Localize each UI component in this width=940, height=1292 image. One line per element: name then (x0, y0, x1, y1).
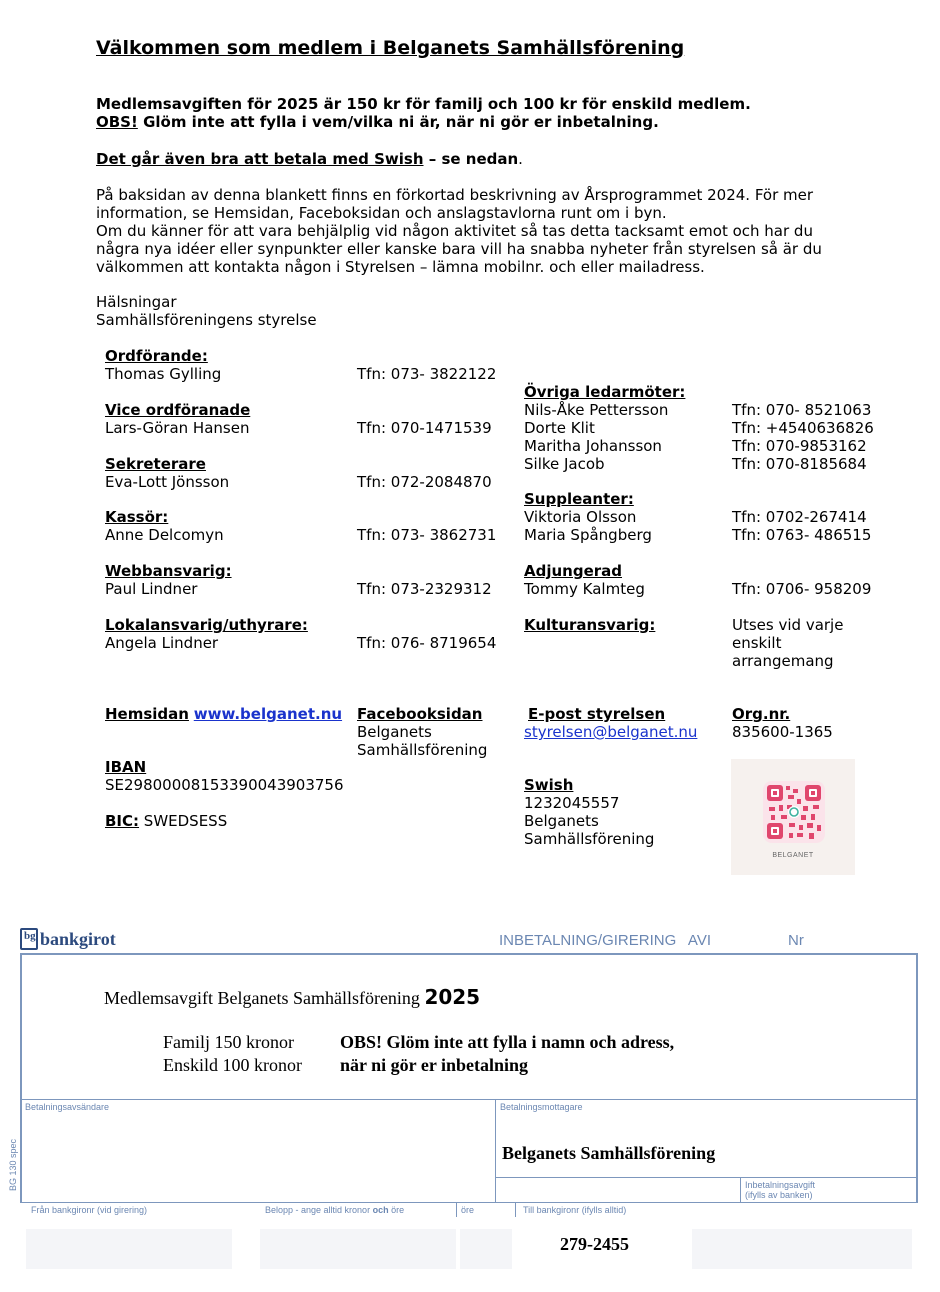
description-line: välkommen att kontakta någon i Styrelsen – lämna mobilnr. och eller mailadress. (96, 258, 705, 276)
swish-note-link: Det går även bra att betala med Swish (96, 150, 424, 168)
board-others (524, 383, 685, 473)
member-phone: Tfn: +4540636826 (732, 419, 874, 437)
role-label: Kassör: (105, 508, 169, 526)
role-label: Sekreterare (105, 455, 206, 473)
slip-title-year: 2025 (424, 985, 481, 1009)
member-name: Maritha Johansson (524, 437, 662, 455)
slip-divider (20, 1099, 918, 1100)
swish-note (96, 150, 523, 168)
slip-fee-family: Familj 150 kronor (163, 1032, 294, 1052)
slip-extra-field[interactable] (692, 1229, 912, 1269)
facebook (357, 705, 487, 759)
fee-line: Medlemsavgiften för 2025 är 150 kr för familj och 100 kr för enskild medlem. (96, 95, 751, 113)
greeting: Hälsningar (96, 293, 177, 311)
board-member-vice-chair (105, 401, 250, 437)
amount-label (265, 1205, 404, 1215)
slip-obs-line: OBS! Glöm inte att fylla i namn och adress, (340, 1032, 675, 1052)
swish-line: Belganets (524, 812, 599, 830)
board-adjunct (524, 562, 645, 598)
iban-label: IBAN (105, 758, 147, 776)
from-bankgiro-field[interactable] (26, 1229, 232, 1269)
slip-ore-divider (456, 1203, 457, 1217)
email-label (528, 705, 665, 723)
board-member-secretary (105, 455, 229, 491)
fee-notice (96, 95, 856, 131)
role-label: Vice ordföranade (105, 401, 251, 419)
amount-label-ore: öre (388, 1205, 405, 1215)
signature: Samhällsföreningens styrelse (96, 311, 317, 329)
board-others-phones (732, 401, 874, 473)
slip-obs-line: när ni gör er inbetalning (340, 1055, 529, 1075)
obs-line (96, 113, 856, 131)
bic (105, 812, 227, 830)
iban (105, 758, 344, 794)
swish (524, 776, 654, 848)
bic-value: SWEDSESS (139, 812, 228, 830)
fee-label-line: Inbetalningsavgift (745, 1180, 816, 1190)
slip-divider-vertical (495, 1099, 496, 1203)
amount-kronor-field[interactable] (260, 1229, 456, 1269)
email-link[interactable]: styrelsen@belganet.nu (524, 723, 698, 741)
member-phone: Tfn: 076- 8719654 (357, 634, 497, 652)
member-phone: Tfn: 070-8185684 (732, 455, 867, 473)
member-phone: Tfn: 073- 3822122 (357, 365, 497, 383)
board-member-web (105, 562, 232, 598)
amount-ore-field[interactable] (460, 1229, 512, 1269)
homepage-link[interactable]: www.belganet.nu (193, 705, 343, 723)
member-name: Nils-Åke Pettersson (524, 401, 669, 419)
amount-label-och: och (372, 1205, 389, 1215)
homepage-label: Hemsidan (105, 705, 189, 723)
member-name: Thomas Gylling (105, 365, 222, 383)
greeting-block (96, 293, 317, 329)
bankgirot-logo-mark: bg (24, 930, 36, 942)
description-line: några nya idéer eller synpunkter eller kanske bara vill ha snabba nyheter från styrelsen så är du (96, 240, 822, 258)
slip-obs (340, 1031, 674, 1077)
bankgirot-logo-text: bankgirot (40, 928, 116, 949)
receiver-label: Betalningsmottagare (500, 1102, 583, 1112)
member-name: Anne Delcomyn (105, 526, 224, 544)
member-name: Tommy Kalmteg (524, 580, 645, 598)
member-name: Silke Jacob (524, 455, 605, 473)
role-label: Kulturansvarig: (524, 616, 656, 634)
slip-side-label: BG 130 spec (8, 1138, 19, 1192)
member-phone: Tfn: 0763- 486515 (732, 526, 872, 544)
member-phone: Tfn: 070- 8521063 (732, 401, 872, 419)
member-phone: Tfn: 070-9853162 (732, 437, 867, 455)
member-name: Dorte Klit (524, 419, 595, 437)
member-phone: Tfn: 073-2329312 (357, 580, 492, 598)
culture-note-line: enskilt (732, 634, 782, 652)
description (96, 186, 836, 276)
description-line: information, se Hemsidan, Faceboksidan och anslagstavlorna runt om i byn. (96, 204, 667, 222)
receiver-name: Belganets Samhällsförening (502, 1143, 716, 1163)
org-label: Org.nr. (732, 705, 791, 723)
slip-fees (163, 1031, 302, 1077)
member-name: Paul Lindner (105, 580, 198, 598)
qr-code-icon (731, 759, 855, 849)
role-label: Ordförande: (105, 347, 208, 365)
role-label: Övriga ledarmöter: (524, 383, 686, 401)
culture-note-line: arrangemang (732, 652, 834, 670)
qr-label: BELGANET (772, 852, 814, 859)
slip-frame-bottom (20, 1202, 918, 1203)
swish-number: 1232045557 (524, 794, 620, 812)
board-deputies-phones (732, 508, 871, 544)
sender-field[interactable] (24, 1115, 492, 1199)
member-name: Maria Spångberg (524, 526, 652, 544)
org-value: 835600-1365 (732, 723, 833, 741)
slip-header: INBETALNING/GIRERING AVI (499, 932, 711, 949)
org-number (732, 705, 833, 741)
member-name: Viktoria Olsson (524, 508, 637, 526)
member-name: Eva-Lott Jönsson (105, 473, 230, 491)
board-deputies (524, 490, 652, 544)
role-label: Webbansvarig: (105, 562, 232, 580)
member-name: Angela Lindner (105, 634, 219, 652)
slip-fee-single: Enskild 100 kronor (163, 1055, 302, 1075)
culture-note (732, 616, 843, 670)
swish-line: Samhällsförening (524, 830, 655, 848)
culture-note-line: Utses vid varje (732, 616, 844, 634)
bankgirot-logo-icon (20, 928, 38, 950)
role-label: Adjungerad (524, 562, 623, 580)
amount-label-text: Belopp - ange alltid kronor (265, 1205, 373, 1215)
member-phone: Tfn: 072-2084870 (357, 473, 492, 491)
bankgirot-logo (20, 928, 116, 952)
member-phone: Tfn: 073- 3862731 (357, 526, 497, 544)
swish-qr-code (731, 759, 855, 875)
homepage (105, 705, 342, 723)
description-line: Om du känner för att vara behjälplig vid någon aktivitet så tas detta tacksamt emot och har du (96, 222, 813, 240)
board-member-chair (105, 347, 221, 383)
slip-frame-left (20, 953, 22, 1203)
description-line: På baksidan av denna blankett finns en förkortad beskrivning av Årsprogrammet 2024. För mer (96, 186, 814, 204)
swish-note-period: . (518, 150, 523, 168)
slip-title (104, 985, 480, 1009)
slip-frame-top (20, 953, 918, 955)
bic-label: BIC: (105, 812, 140, 830)
ore-label: öre (461, 1205, 475, 1215)
to-bankgiro-number: 279-2455 (560, 1234, 629, 1254)
role-label-culture (524, 616, 655, 634)
member-phone: Tfn: 0702-267414 (732, 508, 867, 526)
swish-label: Swish (524, 776, 574, 794)
facebook-line: Samhällsförening (357, 741, 488, 759)
slip-to-divider (515, 1203, 516, 1217)
sender-label: Betalningsavsändare (25, 1102, 110, 1112)
from-bankgiro-label: Från bankgironr (vid girering) (31, 1205, 148, 1215)
role-label: Suppleanter: (524, 490, 634, 508)
slip-fee-box-top (495, 1177, 918, 1178)
iban-value: SE2980000815339004390375​6 (105, 776, 344, 794)
fee-label-line: (ifylls av banken) (745, 1190, 813, 1200)
member-phone: Tfn: 0706- 958209 (732, 580, 872, 598)
fee-label (745, 1180, 815, 1200)
facebook-label: Facebooksidan (357, 705, 483, 723)
to-bankgiro-label: Till bankgironr (ifylls alltid) (523, 1205, 627, 1215)
role-label: Lokalansvarig/uthyrare: (105, 616, 308, 634)
slip-fee-box-left (740, 1177, 741, 1203)
member-phone: Tfn: 070-1471539 (357, 419, 492, 437)
swish-note-rest: – se nedan (423, 150, 519, 168)
slip-number-label: Nr (788, 932, 804, 949)
board-member-treasurer (105, 508, 224, 544)
slip-frame-right (916, 953, 918, 1203)
slip-title-text: Medlemsavgift Belganets Samhällsförening (104, 988, 420, 1008)
board-member-venue (105, 616, 308, 652)
email-label-text: E-post styrelsen (528, 705, 666, 723)
page-title: Välkommen som medlem i Belganets Samhällsförening (96, 37, 685, 59)
obs-text: Glöm inte att fylla i vem/vilka ni är, när ni gör er inbetalning. (137, 113, 659, 131)
facebook-line: Belganets (357, 723, 432, 741)
member-name: Lars-Göran Hansen (105, 419, 250, 437)
obs-label: OBS! (96, 113, 138, 131)
